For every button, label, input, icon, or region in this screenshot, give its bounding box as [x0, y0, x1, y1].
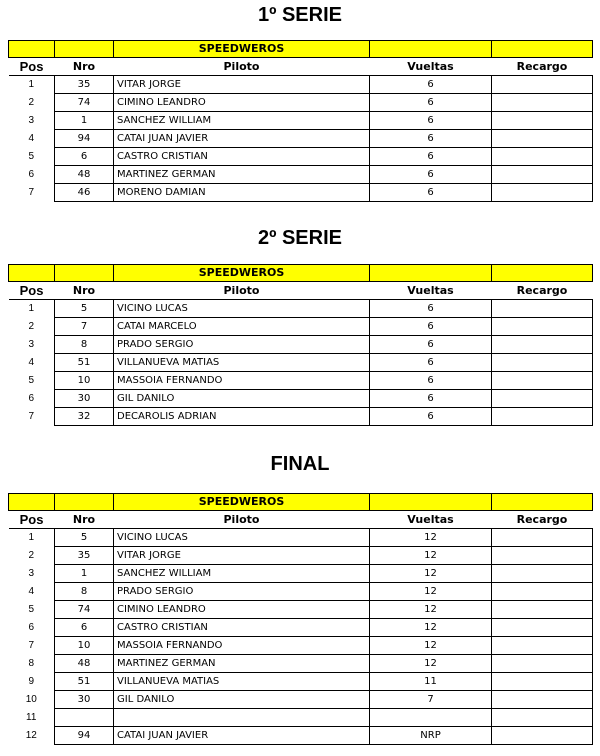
cell-vueltas: 6: [370, 408, 492, 426]
cell-vueltas: 12: [370, 601, 492, 619]
cell-piloto: CATAI JUAN JAVIER: [114, 130, 370, 148]
cell-pos: 7: [28, 411, 35, 422]
cell-nro: 1: [55, 565, 114, 583]
cell-vueltas: 6: [370, 148, 492, 166]
cell-recargo: [492, 709, 593, 727]
table-row: [9, 601, 593, 619]
table-row: [9, 372, 593, 390]
cell-pos: 3: [28, 568, 35, 579]
cell-nro: 30: [55, 691, 114, 709]
cell-vueltas: 11: [370, 673, 492, 691]
cell-piloto: PRADO SERGIO: [114, 336, 370, 354]
cell-piloto: CIMINO LEANDRO: [114, 601, 370, 619]
table-row: [9, 727, 593, 745]
header-pos: Pos: [9, 282, 55, 300]
cell-nro: 5: [55, 529, 114, 547]
table-row: [9, 655, 593, 673]
category-cell-empty: [9, 494, 55, 511]
cell-pos: 5: [28, 604, 35, 615]
category-cell-empty: [370, 265, 492, 282]
category-cell-empty: [9, 41, 55, 58]
cell-piloto: MASSOIA FERNANDO: [114, 372, 370, 390]
header-recargo: Recargo: [492, 282, 593, 300]
cell-vueltas: 12: [370, 529, 492, 547]
table-row: [9, 583, 593, 601]
header-row: [9, 511, 593, 529]
cell-nro: [55, 709, 114, 727]
cell-nro: 48: [55, 166, 114, 184]
cell-nro: 10: [55, 372, 114, 390]
cell-recargo: [492, 601, 593, 619]
category-row: [9, 41, 593, 58]
cell-pos: 1: [28, 532, 35, 544]
header-row: [9, 282, 593, 300]
header-pos: Pos: [9, 511, 55, 529]
cell-pos: 2: [28, 550, 35, 561]
section-title-final: FINAL: [270, 453, 330, 475]
cell-nro: 8: [55, 336, 114, 354]
cell-nro: 74: [55, 94, 114, 112]
cell-piloto: VITAR JORGE: [114, 76, 370, 94]
table-row: [9, 619, 593, 637]
cell-piloto: CATAI MARCELO: [114, 318, 370, 336]
cell-recargo: [492, 637, 593, 655]
results-table-final: [8, 493, 593, 745]
cell-recargo: [492, 318, 593, 336]
cell-vueltas: NRP: [370, 727, 492, 745]
cell-pos: 4: [28, 133, 35, 144]
cell-piloto: VITAR JORGE: [114, 547, 370, 565]
cell-pos: 7: [28, 640, 35, 651]
cell-recargo: [492, 94, 593, 112]
category-cell-empty: [55, 494, 114, 511]
table-row: [9, 336, 593, 354]
category-cell-empty: [492, 265, 593, 282]
cell-nro: 94: [55, 130, 114, 148]
cell-vueltas: 12: [370, 547, 492, 565]
cell-recargo: [492, 354, 593, 372]
header-row: [9, 58, 593, 76]
cell-pos: 5: [28, 151, 35, 162]
cell-recargo: [492, 619, 593, 637]
cell-recargo: [492, 583, 593, 601]
cell-pos: 6: [28, 393, 35, 404]
cell-nro: 10: [55, 637, 114, 655]
header-vueltas: Vueltas: [370, 511, 492, 529]
cell-vueltas: 6: [370, 76, 492, 94]
cell-pos: 3: [28, 339, 35, 350]
cell-vueltas: 6: [370, 94, 492, 112]
cell-vueltas: 6: [370, 372, 492, 390]
cell-recargo: [492, 184, 593, 202]
category-cell-empty: [370, 41, 492, 58]
table-row: [9, 691, 593, 709]
cell-vueltas: 6: [370, 390, 492, 408]
cell-vueltas: 12: [370, 583, 492, 601]
cell-recargo: [492, 547, 593, 565]
header-pos: Pos: [9, 58, 55, 76]
header-vueltas: Vueltas: [370, 282, 492, 300]
cell-nro: 35: [55, 547, 114, 565]
cell-nro: 6: [55, 148, 114, 166]
header-vueltas: Vueltas: [370, 58, 492, 76]
cell-vueltas: 12: [370, 565, 492, 583]
cell-recargo: [492, 727, 593, 745]
cell-vueltas: 6: [370, 112, 492, 130]
category-cell-empty: [55, 265, 114, 282]
cell-nro: 51: [55, 354, 114, 372]
cell-pos: 4: [28, 357, 35, 368]
table-row: [9, 547, 593, 565]
cell-recargo: [492, 372, 593, 390]
cell-piloto: CASTRO CRISTIAN: [114, 619, 370, 637]
table-row: [9, 76, 593, 94]
table-row: [9, 300, 593, 318]
cell-nro: 5: [55, 300, 114, 318]
cell-recargo: [492, 655, 593, 673]
cell-piloto: DECAROLIS ADRIAN: [114, 408, 370, 426]
cell-piloto: SANCHEZ WILLIAM: [114, 112, 370, 130]
cell-piloto: GIL DANILO: [114, 691, 370, 709]
cell-pos: 1: [28, 79, 35, 91]
category-cell-empty: [9, 265, 55, 282]
cell-pos: 6: [28, 622, 35, 633]
cell-recargo: [492, 300, 593, 318]
cell-vueltas: 6: [370, 318, 492, 336]
cell-nro: 32: [55, 408, 114, 426]
cell-vueltas: 6: [370, 130, 492, 148]
cell-piloto: VICINO LUCAS: [114, 529, 370, 547]
table-row: [9, 112, 593, 130]
cell-nro: 48: [55, 655, 114, 673]
results-table-serie-1: [8, 40, 593, 202]
cell-piloto: CIMINO LEANDRO: [114, 94, 370, 112]
cell-pos: 2: [28, 321, 35, 332]
cell-recargo: [492, 112, 593, 130]
cell-recargo: [492, 148, 593, 166]
table-row: [9, 354, 593, 372]
cell-vueltas: 7: [370, 691, 492, 709]
cell-vueltas: 12: [370, 637, 492, 655]
cell-piloto: VICINO LUCAS: [114, 300, 370, 318]
cell-recargo: [492, 76, 593, 94]
cell-pos: 2: [28, 97, 35, 108]
table-row: [9, 408, 593, 426]
cell-pos: 3: [28, 115, 35, 126]
results-table-serie-2: [8, 264, 593, 426]
cell-piloto: MASSOIA FERNANDO: [114, 637, 370, 655]
cell-vueltas: 12: [370, 655, 492, 673]
cell-pos: 10: [25, 694, 37, 705]
cell-vueltas: 6: [370, 354, 492, 372]
header-recargo: Recargo: [492, 511, 593, 529]
table-row: [9, 637, 593, 655]
header-nro: Nro: [55, 511, 114, 529]
cell-nro: 46: [55, 184, 114, 202]
cell-piloto: [114, 709, 370, 727]
section-title-serie-2: 2º SERIE: [257, 227, 342, 249]
cell-vueltas: 6: [370, 184, 492, 202]
table-row: [9, 184, 593, 202]
cell-pos: 6: [28, 169, 35, 180]
cell-piloto: CATAI JUAN JAVIER: [114, 727, 370, 745]
table-row: [9, 94, 593, 112]
table-row: [9, 148, 593, 166]
table-row: [9, 709, 593, 727]
cell-piloto: VILLANUEVA MATIAS: [114, 673, 370, 691]
category-name: SPEEDWEROS: [114, 265, 370, 282]
cell-piloto: VILLANUEVA MATIAS: [114, 354, 370, 372]
cell-piloto: PRADO SERGIO: [114, 583, 370, 601]
cell-nro: 74: [55, 601, 114, 619]
cell-recargo: [492, 408, 593, 426]
table-row: [9, 166, 593, 184]
header-nro: Nro: [55, 282, 114, 300]
cell-piloto: SANCHEZ WILLIAM: [114, 565, 370, 583]
table-row: [9, 130, 593, 148]
category-cell-empty: [492, 41, 593, 58]
table-row: [9, 565, 593, 583]
header-recargo: Recargo: [492, 58, 593, 76]
category-row: [9, 494, 593, 511]
cell-pos: 1: [28, 303, 35, 315]
table-row: [9, 390, 593, 408]
table-row: [9, 673, 593, 691]
cell-nro: 6: [55, 619, 114, 637]
cell-recargo: [492, 565, 593, 583]
cell-vueltas: 6: [370, 300, 492, 318]
table-row: [9, 318, 593, 336]
category-name: SPEEDWEROS: [114, 41, 370, 58]
cell-pos: 11: [26, 712, 37, 723]
cell-pos: 4: [28, 586, 35, 597]
category-cell-empty: [370, 494, 492, 511]
cell-pos: 12: [25, 730, 37, 741]
cell-piloto: MORENO DAMIAN: [114, 184, 370, 202]
cell-vueltas: 6: [370, 336, 492, 354]
category-cell-empty: [55, 41, 114, 58]
cell-vueltas: 12: [370, 619, 492, 637]
cell-pos: 7: [28, 187, 35, 198]
header-piloto: Piloto: [114, 58, 370, 76]
cell-recargo: [492, 336, 593, 354]
category-cell-empty: [492, 494, 593, 511]
header-piloto: Piloto: [114, 511, 370, 529]
table-row: [9, 529, 593, 547]
cell-piloto: CASTRO CRISTIAN: [114, 148, 370, 166]
cell-recargo: [492, 130, 593, 148]
cell-recargo: [492, 691, 593, 709]
category-row: [9, 265, 593, 282]
cell-nro: 7: [55, 318, 114, 336]
section-title-serie-1: 1º SERIE: [257, 4, 342, 26]
cell-nro: 30: [55, 390, 114, 408]
cell-recargo: [492, 529, 593, 547]
cell-piloto: MARTINEZ GERMAN: [114, 655, 370, 673]
cell-recargo: [492, 166, 593, 184]
cell-pos: 5: [28, 375, 35, 386]
cell-vueltas: 6: [370, 166, 492, 184]
cell-nro: 8: [55, 583, 114, 601]
cell-nro: 35: [55, 76, 114, 94]
cell-nro: 51: [55, 673, 114, 691]
header-nro: Nro: [55, 58, 114, 76]
cell-recargo: [492, 390, 593, 408]
cell-nro: 94: [55, 727, 114, 745]
category-name: SPEEDWEROS: [114, 494, 370, 511]
cell-piloto: GIL DANILO: [114, 390, 370, 408]
cell-nro: 1: [55, 112, 114, 130]
cell-piloto: MARTINEZ GERMAN: [114, 166, 370, 184]
cell-vueltas: [370, 709, 492, 727]
cell-recargo: [492, 673, 593, 691]
cell-pos: 8: [28, 658, 35, 669]
cell-pos: 9: [28, 676, 35, 687]
header-piloto: Piloto: [114, 282, 370, 300]
